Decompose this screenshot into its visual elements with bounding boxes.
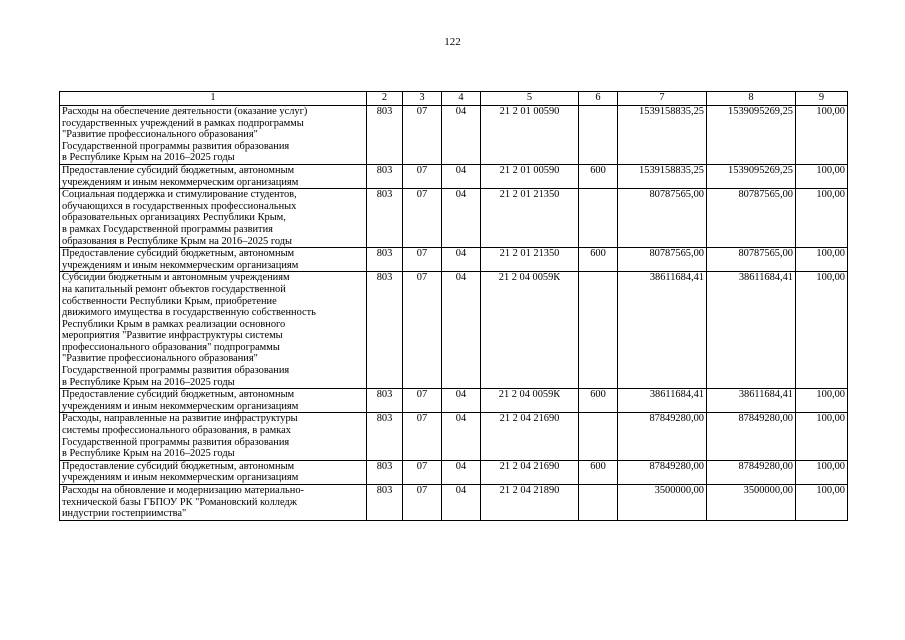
execution-percent: 100,00 [796, 460, 848, 484]
ministry-code: 803 [367, 413, 403, 460]
execution-percent: 100,00 [796, 272, 848, 389]
target-article-code: 21 2 01 21350 [481, 189, 579, 248]
section-code: 07 [403, 460, 442, 484]
column-header: 8 [707, 92, 796, 106]
planned-amount: 87849280,00 [618, 413, 707, 460]
section-code: 07 [403, 248, 442, 272]
column-header: 3 [403, 92, 442, 106]
expense-type-code [579, 106, 618, 165]
column-header: 2 [367, 92, 403, 106]
ministry-code: 803 [367, 189, 403, 248]
row-description: Расходы на обеспечение деятельности (оказание услуг) государственных учреждений в рамках подпрограммы "Развитие профессионального образования" Государственной программы развития образования в Республике Крым на 2016–2025 годы [60, 106, 367, 165]
column-header: 5 [481, 92, 579, 106]
section-code: 07 [403, 106, 442, 165]
expense-type-code: 600 [579, 389, 618, 413]
section-code: 07 [403, 485, 442, 521]
target-article-code: 21 2 04 0059К [481, 272, 579, 389]
executed-amount: 80787565,00 [707, 189, 796, 248]
planned-amount: 80787565,00 [618, 248, 707, 272]
execution-percent: 100,00 [796, 413, 848, 460]
planned-amount: 1539158835,25 [618, 164, 707, 188]
section-code: 07 [403, 189, 442, 248]
executed-amount: 1539095269,25 [707, 164, 796, 188]
row-description: Предоставление субсидий бюджетным, автономным учреждениям и иным некоммерческим организациям [60, 389, 367, 413]
row-description: Расходы на обновление и модернизацию материально- технической базы ГБПОУ РК "Романовский колледж индустрии гостеприимства" [60, 485, 367, 521]
table-row [60, 106, 848, 165]
table-row [60, 248, 848, 272]
subsection-code: 04 [442, 485, 481, 521]
subsection-code: 04 [442, 413, 481, 460]
planned-amount: 1539158835,25 [618, 106, 707, 165]
execution-percent: 100,00 [796, 389, 848, 413]
row-description: Предоставление субсидий бюджетным, автономным учреждениям и иным некоммерческим организациям [60, 164, 367, 188]
executed-amount: 1539095269,25 [707, 106, 796, 165]
target-article-code: 21 2 04 21690 [481, 460, 579, 484]
executed-amount: 87849280,00 [707, 413, 796, 460]
execution-percent: 100,00 [796, 485, 848, 521]
subsection-code: 04 [442, 164, 481, 188]
execution-percent: 100,00 [796, 164, 848, 188]
planned-amount: 3500000,00 [618, 485, 707, 521]
expense-type-code [579, 189, 618, 248]
expense-type-code [579, 272, 618, 389]
executed-amount: 87849280,00 [707, 460, 796, 484]
budget-table [59, 91, 848, 521]
row-description: Субсидии бюджетным и автономным учреждениям на капитальный ремонт объектов государственной собственности Республики Крым, приобретение движимого имущества в государственную собственность Республики Крым в рамках реализации основного мероприятия "Развитие инфраструктуры системы профессионального образования" подпрограммы "Развитие профессионального образования" Государственной программы развития образования в Республике Крым на 2016–2025 годы [60, 272, 367, 389]
table-row [60, 164, 848, 188]
section-code: 07 [403, 164, 442, 188]
target-article-code: 21 2 01 00590 [481, 106, 579, 165]
row-description: Социальная поддержка и стимулирование студентов, обучающихся в государственных профессиональных образовательных организациях Республики Крым, в рамках Государственной программы развития образования в Республике Крым на 2016–2025 годы [60, 189, 367, 248]
expense-type-code: 600 [579, 164, 618, 188]
column-header: 4 [442, 92, 481, 106]
target-article-code: 21 2 04 0059К [481, 389, 579, 413]
planned-amount: 87849280,00 [618, 460, 707, 484]
section-code: 07 [403, 272, 442, 389]
executed-amount: 3500000,00 [707, 485, 796, 521]
subsection-code: 04 [442, 248, 481, 272]
column-header: 6 [579, 92, 618, 106]
table-row [60, 460, 848, 484]
ministry-code: 803 [367, 248, 403, 272]
column-header: 9 [796, 92, 848, 106]
ministry-code: 803 [367, 106, 403, 165]
execution-percent: 100,00 [796, 106, 848, 165]
section-code: 07 [403, 389, 442, 413]
subsection-code: 04 [442, 460, 481, 484]
subsection-code: 04 [442, 106, 481, 165]
ministry-code: 803 [367, 389, 403, 413]
planned-amount: 38611684,41 [618, 272, 707, 389]
row-description: Расходы, направленные на развитие инфраструктуры системы профессионального образования, в рамках Государственной программы развития образования в Республике Крым на 2016–2025 годы [60, 413, 367, 460]
execution-percent: 100,00 [796, 248, 848, 272]
table-row [60, 389, 848, 413]
subsection-code: 04 [442, 189, 481, 248]
ministry-code: 803 [367, 460, 403, 484]
page-number: 122 [444, 36, 461, 48]
header-row [60, 92, 848, 106]
executed-amount: 38611684,41 [707, 389, 796, 413]
row-description: Предоставление субсидий бюджетным, автономным учреждениям и иным некоммерческим организациям [60, 248, 367, 272]
column-header: 7 [618, 92, 707, 106]
subsection-code: 04 [442, 389, 481, 413]
target-article-code: 21 2 04 21890 [481, 485, 579, 521]
expense-type-code: 600 [579, 460, 618, 484]
ministry-code: 803 [367, 164, 403, 188]
table-row [60, 272, 848, 389]
target-article-code: 21 2 04 21690 [481, 413, 579, 460]
expense-type-code [579, 413, 618, 460]
column-header: 1 [60, 92, 367, 106]
row-description: Предоставление субсидий бюджетным, автономным учреждениям и иным некоммерческим организациям [60, 460, 367, 484]
ministry-code: 803 [367, 485, 403, 521]
expense-type-code [579, 485, 618, 521]
table-row [60, 485, 848, 521]
ministry-code: 803 [367, 272, 403, 389]
target-article-code: 21 2 01 21350 [481, 248, 579, 272]
expense-type-code: 600 [579, 248, 618, 272]
execution-percent: 100,00 [796, 189, 848, 248]
target-article-code: 21 2 01 00590 [481, 164, 579, 188]
section-code: 07 [403, 413, 442, 460]
planned-amount: 38611684,41 [618, 389, 707, 413]
table-row [60, 189, 848, 248]
table-row [60, 413, 848, 460]
executed-amount: 38611684,41 [707, 272, 796, 389]
subsection-code: 04 [442, 272, 481, 389]
executed-amount: 80787565,00 [707, 248, 796, 272]
planned-amount: 80787565,00 [618, 189, 707, 248]
